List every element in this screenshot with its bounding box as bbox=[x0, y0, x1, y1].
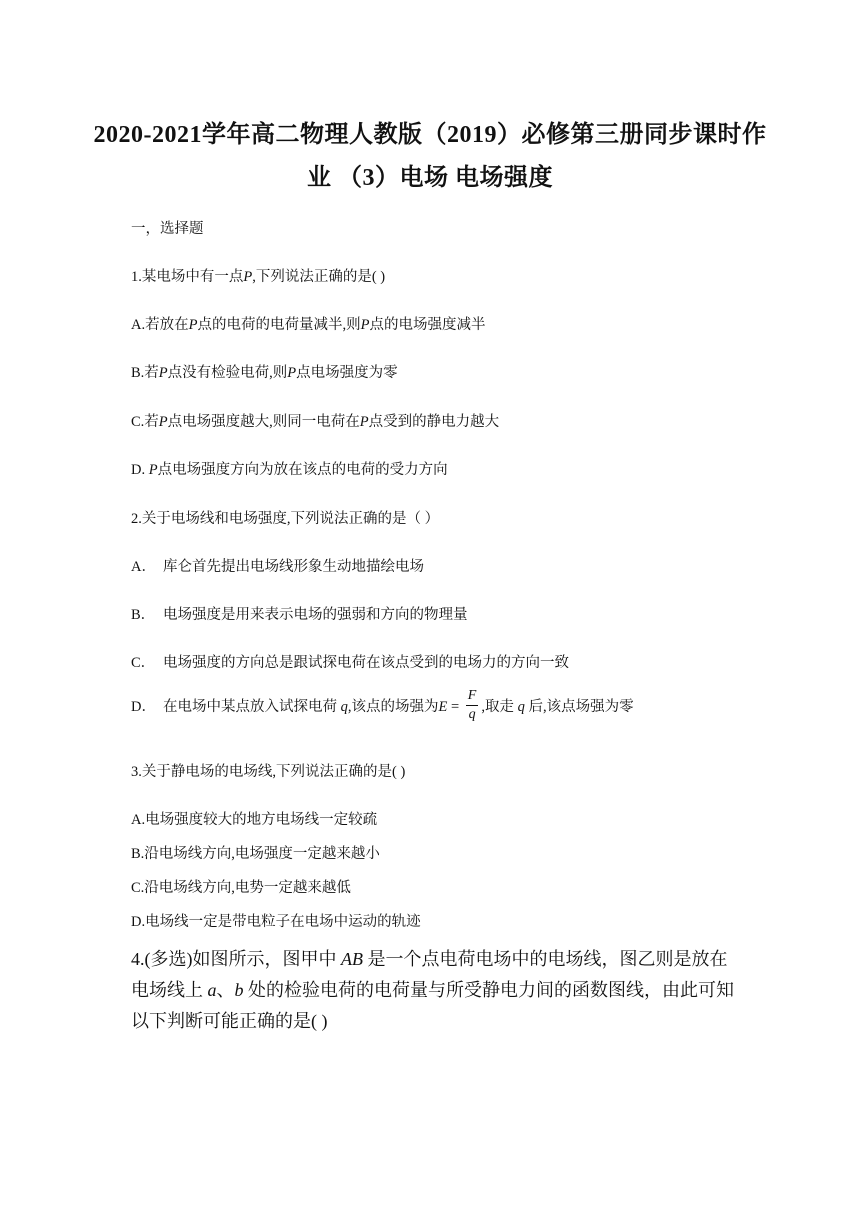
fraction-denominator: q bbox=[468, 707, 476, 722]
q2-d-var-e: E bbox=[438, 698, 448, 715]
q2-c-text: 电场强度的方向总是跟试探电荷在该点受到的电场力的方向一致 bbox=[163, 655, 569, 671]
q4-text-1: 4.(多选)如图所示，图甲中 bbox=[131, 949, 341, 969]
q2-d-text-1: 在电场中某点放入试探电荷 bbox=[163, 698, 341, 715]
q3-option-a: A.电场强度较大的地方电场线一定较疏 bbox=[131, 812, 378, 828]
q4-var-a: a bbox=[207, 980, 217, 1000]
q2-stem: 2.关于电场线和电场强度,下列说法正确的是（ ） bbox=[131, 511, 440, 527]
q2-d-equals: = bbox=[447, 698, 463, 715]
q4-text-4: 处的检验电荷的电荷量与所受静电力间的函数图线，由此可知以下判断可能正确的是( ) bbox=[131, 980, 734, 1031]
section-heading: 一，选择题 bbox=[131, 221, 204, 237]
q1-d-text-2: 点电场强度方向为放在该点的电荷的受力方向 bbox=[157, 462, 448, 478]
q1-a-var-p1: P bbox=[188, 317, 198, 333]
q1-c-text-2: 点电场强度越大,则同一电荷在 bbox=[167, 414, 360, 430]
q1-d-text-1: D. bbox=[131, 462, 149, 478]
field-strength-fraction bbox=[466, 687, 479, 724]
q1-stem-text-a: 1.某电场中有一点 bbox=[131, 269, 244, 285]
q1-a-text-1: A.若放在 bbox=[131, 317, 189, 333]
q1-a-text-2: 点的电荷的电荷量减半,则 bbox=[197, 317, 361, 333]
q4-text-2: 是一个点电荷电场中的电场线，图乙则是放在电场线上 bbox=[131, 949, 728, 1000]
q1-b-text-1: B.若 bbox=[131, 365, 159, 381]
q1-b-var-p1: P bbox=[158, 365, 168, 381]
q2-d-text-2: ,该点的场强为 bbox=[347, 698, 439, 715]
q2-a-label: A． bbox=[131, 559, 156, 575]
q1-a-text-3: 点的电场强度减半 bbox=[369, 317, 486, 333]
q2-b-text: 电场强度是用来表示电场的强弱和方向的物理量 bbox=[163, 607, 468, 623]
q4-var-ab: AB bbox=[341, 949, 363, 969]
q1-stem-text-b: ,下列说法正确的是( ) bbox=[252, 269, 386, 285]
q2-a-text: 库仑首先提出电场线形象生动地描绘电场 bbox=[163, 559, 424, 575]
document-title-line-2: 业 （3）电场 电场强度 bbox=[307, 165, 553, 191]
q1-c-text-3: 点受到的静电力越大 bbox=[368, 414, 500, 430]
fraction-numerator: F bbox=[466, 687, 479, 706]
q3-option-c: C.沿电场线方向,电势一定越来越低 bbox=[131, 880, 351, 896]
document-title-line-1: 2020-2021学年高二物理人教版（2019）必修第三册同步课时作 bbox=[93, 122, 767, 148]
q1-option-a bbox=[131, 313, 485, 334]
q2-c-label: C． bbox=[131, 655, 156, 671]
q1-c-text-1: C.若 bbox=[131, 414, 159, 430]
q1-c-var-p1: P bbox=[158, 414, 168, 430]
q3-option-d: D.电场线一定是带电粒子在电场中运动的轨迹 bbox=[131, 914, 421, 930]
q1-d-var-p1: P bbox=[148, 462, 158, 478]
q1-a-var-p2: P bbox=[360, 317, 370, 333]
q1-b-text-2: 点没有检验电荷,则 bbox=[167, 365, 288, 381]
q3-option-b: B.沿电场线方向,电场强度一定越来越小 bbox=[131, 846, 380, 862]
q1-stem bbox=[131, 265, 385, 286]
q2-option-c bbox=[131, 651, 569, 672]
q4-var-b: b bbox=[234, 980, 244, 1000]
q4-stem bbox=[131, 944, 741, 1037]
q1-option-d bbox=[131, 458, 448, 479]
q2-d-text-4: 后,该点场强为零 bbox=[524, 698, 634, 715]
q2-d-label: D． bbox=[131, 698, 156, 715]
q2-b-label: B． bbox=[131, 607, 156, 623]
q4-text-3: 、 bbox=[216, 980, 235, 1000]
q1-b-var-p2: P bbox=[287, 365, 297, 381]
q1-stem-var-p: P bbox=[243, 269, 253, 285]
q1-option-b bbox=[131, 361, 398, 382]
q3-stem: 3.关于静电场的电场线,下列说法正确的是( ) bbox=[131, 764, 406, 780]
q1-c-var-p2: P bbox=[359, 414, 369, 430]
q2-option-b bbox=[131, 603, 468, 624]
q1-b-text-3: 点电场强度为零 bbox=[296, 365, 398, 381]
q2-option-d bbox=[131, 689, 634, 726]
q1-option-c bbox=[131, 410, 499, 431]
q2-d-var-q2: q bbox=[517, 698, 525, 715]
q2-option-a bbox=[131, 555, 424, 576]
q2-d-text-3: ,取走 bbox=[481, 698, 518, 715]
q2-d-var-q1: q bbox=[340, 698, 348, 715]
